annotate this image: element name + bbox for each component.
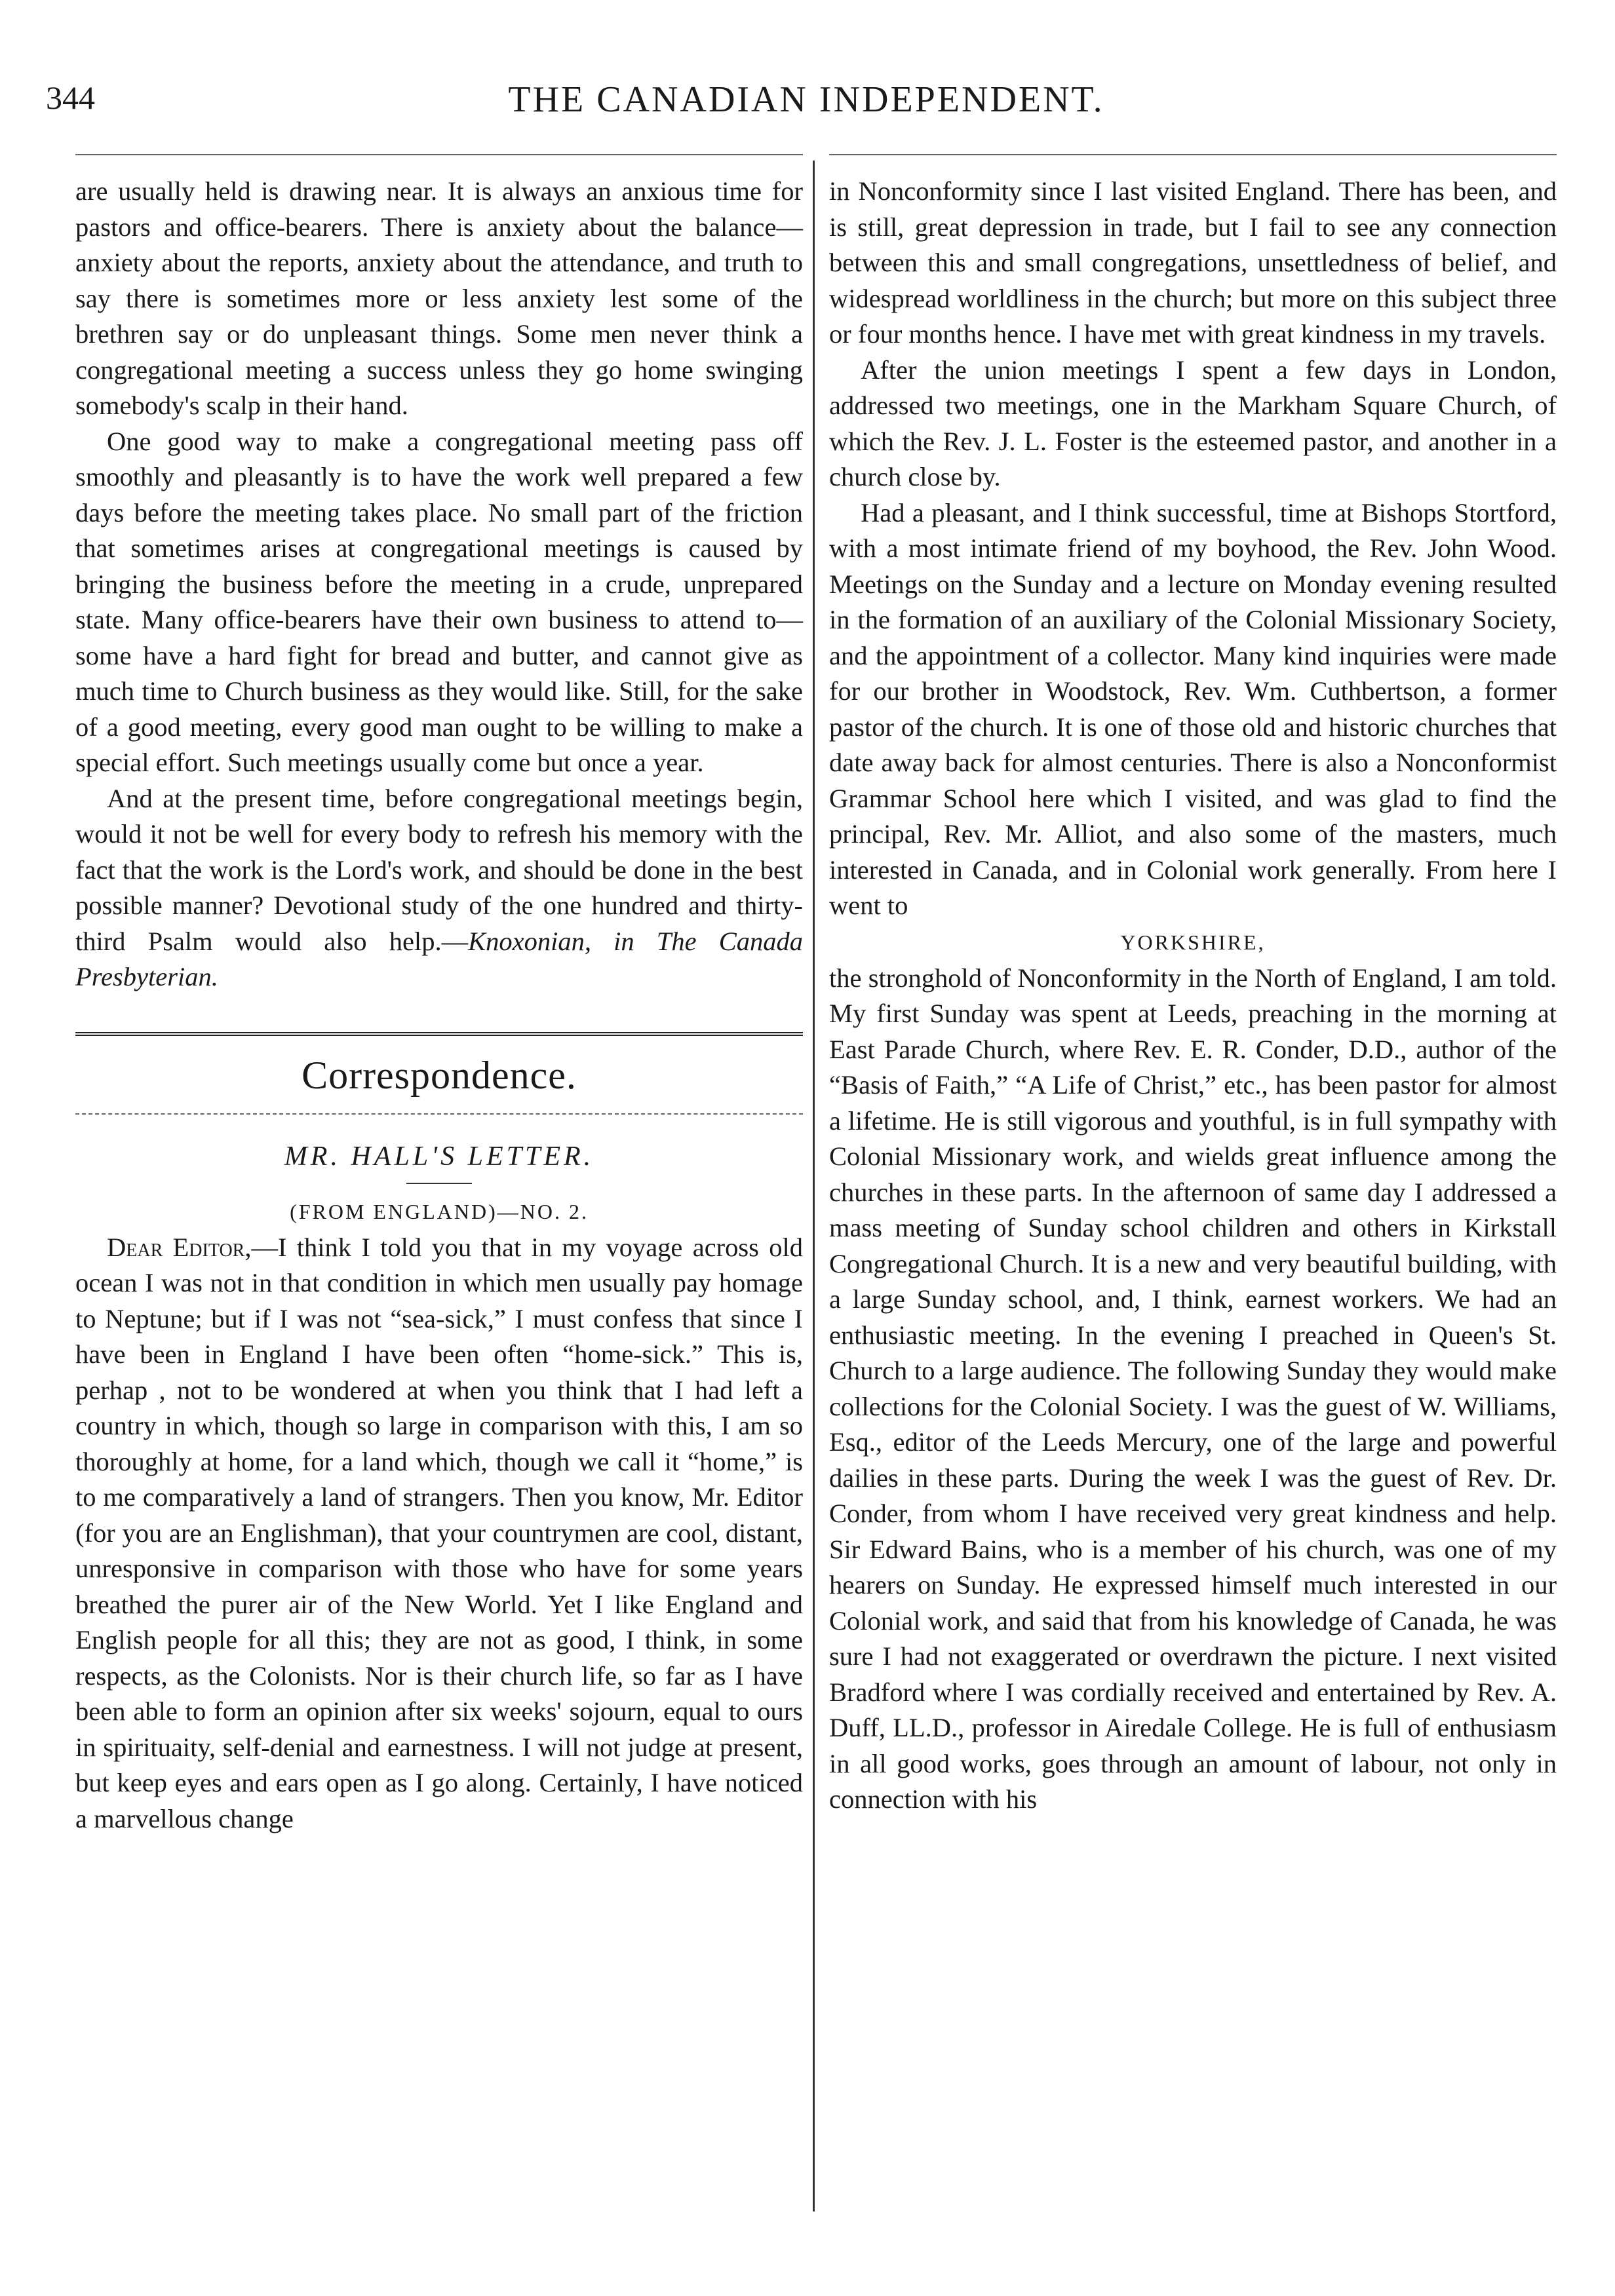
signature: Knoxonian, in The Canada Presbyterian. bbox=[75, 926, 803, 991]
right-paragraph-1: in Nonconformity since I last visited England. There has been, and is still, great depression in trade, but I fail to see any connection between this and small congregations, unsettledness of belief, and widespread worldliness in the church; but more on this subject three or four months hence. I have met with great kindness in my travels. bbox=[829, 176, 1557, 349]
correspondence-section bbox=[75, 1032, 803, 1227]
page-header bbox=[46, 79, 1566, 138]
left-paragraph-1: are usually held is drawing near. It is always an anxious time for pastors and office-bearers. There is anxiety about the balance—anxiety about the reports, anxiety about the attendance, and truth to say there is sometimes more or less anxiety lest some of the brethren say or do unpleasant things. Some men never think a congregational meeting a success unless they go home swinging somebody's scalp in their hand. bbox=[75, 176, 803, 420]
running-title: THE CANADIAN INDEPENDENT. bbox=[508, 79, 1104, 120]
right-paragraph-4: the stronghold of Nonconformity in the North of England, I am told. My first Sunday was spent at Leeds, preaching in the morning at East Parade Church, where Rev. E. R. Conder, D.D., author of the “Basis of Faith,” “A Life of Christ,” etc., has been pastor for almost a lifetime. He is still vigorous and youthful, is in full sympathy with Colonial Missionary work, and wields great influence among the churches in these parts. In the afternoon of same day I addressed a mass meeting of Sunday school children and others in Kirkstall Congregational Church. It is a new and very beautiful building, with a large Sunday school, and, I think, earnest workers. We had an enthusiastic meeting. In the evening I preached in Queen's St. Church to a large audience. The following Sunday they would make collections for the Colonial Society. I was the guest of W. Williams, Esq., editor of the Leeds Mercury, one of the large and powerful dailies in these parts. During the week I was the guest of Rev. Dr. Conder, from whom I have received very great kindness and help. Sir Edward Bains, who is a member of his church, was one of my hearers on Sunday. He expressed himself much interested in our Colonial work, and said that from his knowledge of Canada, he was sure I had not exaggerated or overdrawn the picture. I next visited Bradford where I was cordially received and entertained by Rev. A. Duff, LL.D., professor in Airedale College. He is full of enthusiasm in all good works, goes through an amount of labour, not only in connection with his bbox=[829, 963, 1557, 1814]
right-column bbox=[829, 174, 1557, 1818]
letter-subtitle: (FROM ENGLAND)—NO. 2. bbox=[290, 1199, 589, 1223]
section-divider bbox=[75, 1113, 803, 1115]
right-paragraph-2: After the union meetings I spent a few days in London, addressed two meetings, one in the Markham Square Church, of which the Rev. J. L. Foster is the esteemed pastor, and another in a church close by. bbox=[829, 354, 1557, 491]
right-paragraph-3: Had a pleasant, and I think successful, time at Bishops Stortford, with a most intimate friend of my boyhood, the Rev. John Wood. Meetings on the Sunday and a lecture on Monday evening resulted in the formation of an auxiliary of the Colonial Missionary Society, and the appointment of a collector. Many kind inquiries were made for our brother in Woodstock, Rev. Wm. Cuthbertson, a former pastor of the church. It is one of those old and historic churches that date away back for almost centuries. There is also a Nonconformist Grammar School here which I visited, and was glad to find the principal, Rev. Mr. Alliot, and also some of the masters, much interested in Canada, and in Colonial work generally. From here I went to bbox=[829, 497, 1557, 920]
right-top-rule bbox=[829, 154, 1557, 155]
subhead-yorkshire: YORKSHIRE, bbox=[1120, 930, 1266, 954]
left-paragraph-3 bbox=[75, 781, 803, 995]
letter-title: MR. HALL'S LETTER. bbox=[284, 1141, 594, 1172]
left-column bbox=[75, 174, 803, 1837]
letter-paragraph-1 bbox=[75, 1230, 803, 1837]
left-paragraph-3-text: And at the present time, before congregational meetings begin, would it not be well for every body to refresh his memory with the fact that the work is the Lord's work, and should be done in the best possible manner? Devotional study of the one hundred and thirty-third Psalm would also help.— bbox=[75, 783, 803, 956]
page-number: 344 bbox=[46, 79, 95, 116]
column-divider bbox=[813, 161, 815, 2211]
title-rule bbox=[406, 1183, 472, 1184]
left-top-rule bbox=[75, 154, 803, 155]
left-paragraph-2: One good way to make a congregational meeting pass off smoothly and pleasantly is to have the work well prepared a few days before the meeting takes place. No small part of the friction that sometimes arises at congregational meetings is caused by bringing the business before the meeting in a crude, unprepared state. Many office-bearers have their own business to attend to—some have a hard fight for bread and butter, and cannot give as much time to Church business as they would like. Still, for the sake of a good meeting, every good man ought to be willing to make a special effort. Such meetings usually come but once a year. bbox=[75, 426, 803, 777]
section-title: Correspondence. bbox=[302, 1053, 577, 1097]
letter-paragraph-1-text: —I think I told you that in my voyage across old ocean I was not in that condition in which men usually pay homage to Neptune; but if I was not “sea-sick,” I must confess that since I have been in England I have been often “home-sick.” This is, perhap , not to be wondered at when you think that I had left a country in which, though so large in comparison with this, I am so thoroughly at home, for a land which, though we call it “home,” is to me comparatively a land of strangers. Then you know, Mr. Editor (for you are an Englishman), that your countrymen are cool, distant, unresponsive in comparison with those who have for some years breathed the purer air of the New World. Yet I like England and English people for all this; they are not as good, I think, in some respects, as the Colonists. Nor is their church life, so far as I have been able to form an opinion after six weeks' sojourn, equal to ours in spirituaity, self-denial and earnestness. I will not judge at present, but keep eyes and ears open as I go along. Certainly, I have noticed a marvellous change bbox=[75, 1232, 803, 1833]
salutation: Dear Editor, bbox=[107, 1232, 252, 1262]
